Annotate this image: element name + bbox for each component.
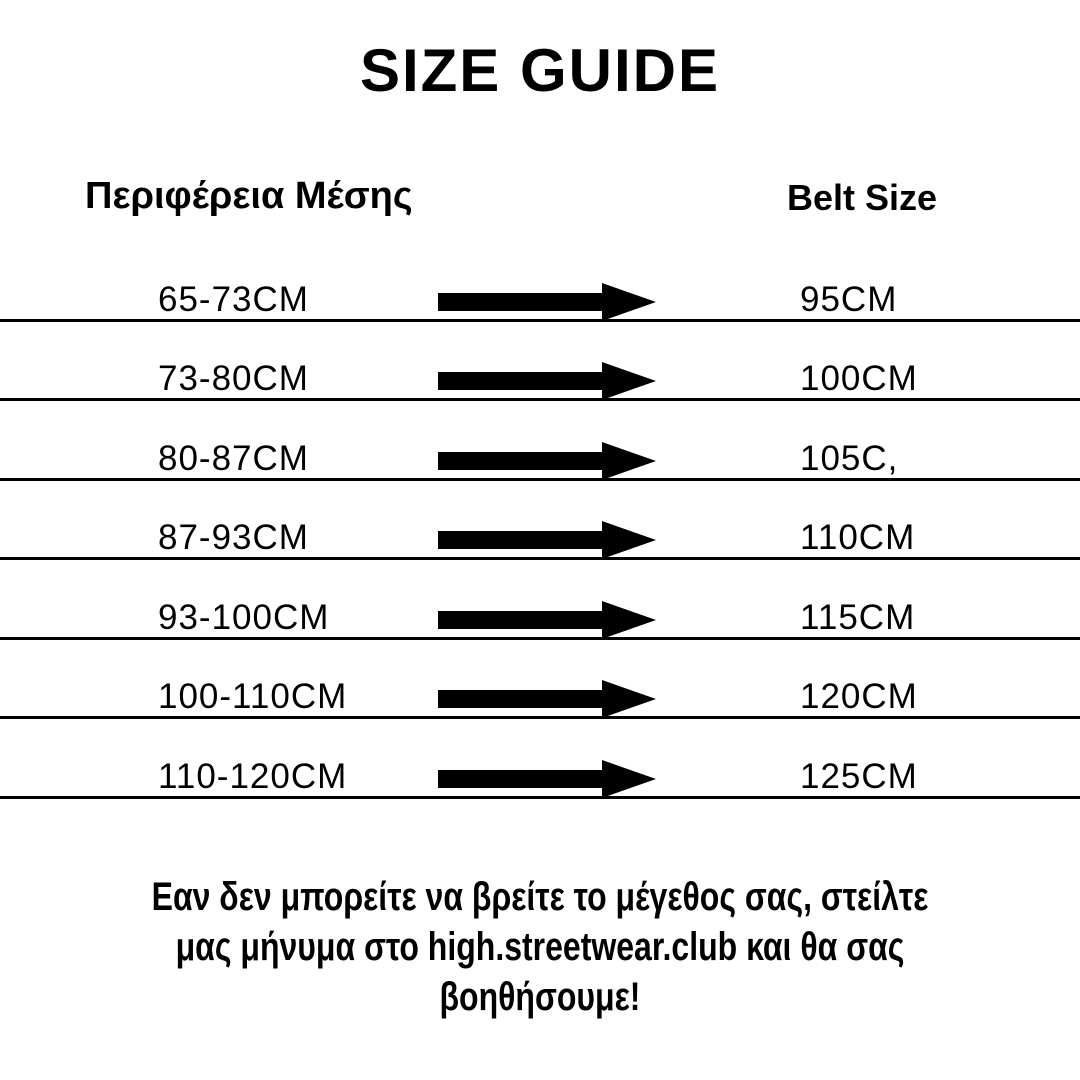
size-table <box>0 242 1080 799</box>
arrow-right-icon <box>438 442 656 480</box>
footer-line: μας μήνυμα στο high.streetwear.club και θα σας <box>175 925 905 969</box>
waist-column-header: Περιφέρεια Μέσης <box>85 175 413 217</box>
size-row <box>0 640 1080 720</box>
row-waist-value: 80-87CM <box>158 438 309 478</box>
row-belt-value: 115CM <box>800 597 916 637</box>
arrow-shaft <box>438 531 602 549</box>
row-waist-value: 100-110CM <box>158 677 348 716</box>
row-belt-value: 120CM <box>800 677 918 716</box>
row-waist-value: 93-100CM <box>158 597 330 637</box>
arrow-right-icon <box>438 680 656 718</box>
row-belt-value: 95CM <box>800 279 898 319</box>
row-waist-value: 73-80CM <box>158 359 309 398</box>
arrow-right-icon <box>438 521 656 559</box>
row-belt-value: 105C, <box>800 438 899 478</box>
size-row <box>0 719 1080 799</box>
row-waist-value: 110-120CM <box>158 756 348 796</box>
row-waist-value: 65-73CM <box>158 279 309 319</box>
size-row <box>0 322 1080 402</box>
arrow-shaft <box>438 372 602 390</box>
row-belt-value: 110CM <box>800 518 916 557</box>
arrow-right-icon <box>438 362 656 400</box>
size-row <box>0 481 1080 561</box>
arrow-shaft <box>438 690 602 708</box>
arrow-shaft <box>438 611 602 629</box>
footer-note <box>108 872 972 1022</box>
arrow-head <box>602 442 656 480</box>
arrow-right-icon <box>438 283 656 321</box>
arrow-head <box>602 680 656 718</box>
size-row <box>0 401 1080 481</box>
arrow-head <box>602 521 656 559</box>
footer-line: βοηθήσουμε! <box>439 975 641 1019</box>
arrow-shaft <box>438 293 602 311</box>
arrow-shaft <box>438 770 602 788</box>
size-row <box>0 560 1080 640</box>
arrow-shaft <box>438 452 602 470</box>
arrow-right-icon <box>438 601 656 639</box>
row-belt-value: 100CM <box>800 359 918 398</box>
row-waist-value: 87-93CM <box>158 518 309 557</box>
row-belt-value: 125CM <box>800 756 918 796</box>
arrow-head <box>602 362 656 400</box>
arrow-head <box>602 601 656 639</box>
size-row <box>0 242 1080 322</box>
arrow-head <box>602 760 656 798</box>
footer-line: Εαν δεν μπορείτε να βρείτε το μέγεθος σας, στείλτε <box>151 875 929 919</box>
arrow-right-icon <box>438 760 656 798</box>
page-title: SIZE GUIDE <box>359 37 721 104</box>
arrow-head <box>602 283 656 321</box>
belt-size-column-header: Belt Size <box>787 177 938 218</box>
